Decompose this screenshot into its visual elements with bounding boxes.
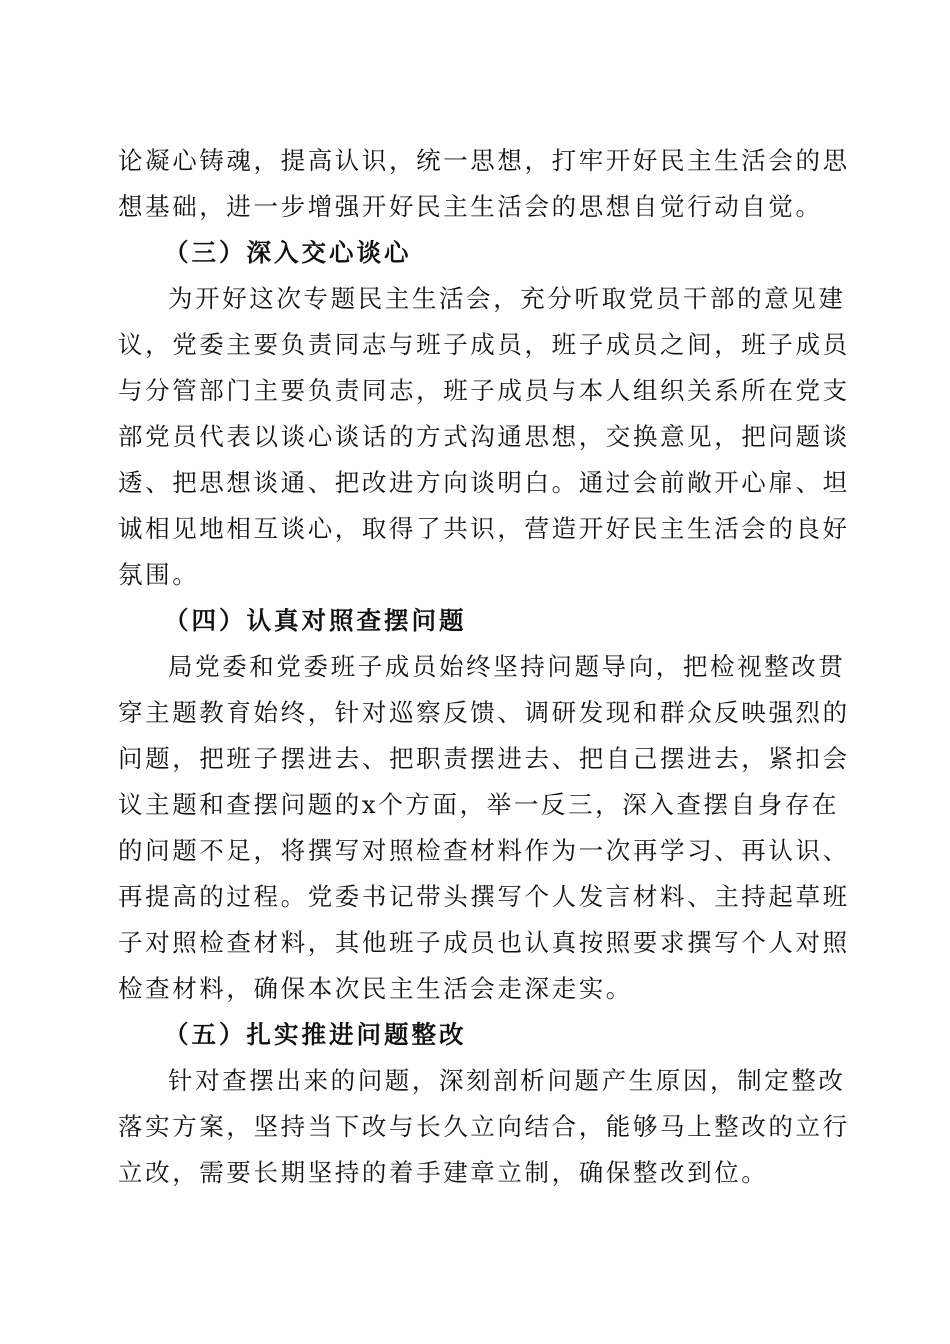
text-line: 为开好这次专题民主生活会，充分听取党员干部的意见建 [168,284,846,313]
text-line: 诚相见地相互谈心，取得了共识，营造开好民主生活会的良好 [118,514,850,543]
text-line: 氛围。 [118,560,200,589]
text-line: 立改，需要长期坚持的着手建章立制，确保整改到位。 [118,1158,769,1187]
text-line: 穿主题教育始终，针对巡察反馈、调研发现和群众反映强烈的 [118,698,850,727]
section-heading-3: （三）深入交心谈心 [164,238,412,267]
section-heading-5: （五）扎实推进问题整改 [164,1020,467,1049]
text-line: 检查材料，确保本次民主生活会走深走实。 [118,974,633,1003]
text-line: 与分管部门主要负责同志，班子成员与本人组织关系所在党支 [118,376,850,405]
text-line: 论凝心铸魂，提高认识，统一思想，打牢开好民主生活会的思 [118,146,850,175]
text-line: 局党委和党委班子成员始终坚持问题导向，把检视整改贯 [168,652,846,681]
text-line: 部党员代表以谈心谈话的方式沟通思想，交换意见，把问题谈 [118,422,850,451]
text-line: 想基础，进一步增强开好民主生活会的思想自觉行动自觉。 [118,192,823,221]
section-heading-4: （四）认真对照查摆问题 [164,606,467,635]
text-line: 针对查摆出来的问题，深刻剖析问题产生原因，制定整改 [168,1066,846,1095]
text-line: 的问题不足，将撰写对照检查材料作为一次再学习、再认识、 [118,836,850,865]
document-page [118,138,850,1196]
text-line: 再提高的过程。党委书记带头撰写个人发言材料、主持起草班 [118,882,850,911]
text-line: 议主题和查摆问题的x个方面，举一反三，深入查摆自身存在 [118,790,840,819]
text-line: 议，党委主要负责同志与班子成员，班子成员之间，班子成员 [118,330,850,359]
text-line: 透、把思想谈通、把改进方向谈明白。通过会前敞开心扉、坦 [118,468,850,497]
text-line: 问题，把班子摆进去、把职责摆进去、把自己摆进去，紧扣会 [118,744,850,773]
text-line: 子对照检查材料，其他班子成员也认真按照要求撰写个人对照 [118,928,850,957]
text-line: 落实方案，坚持当下改与长久立向结合，能够马上整改的立行 [118,1112,850,1141]
